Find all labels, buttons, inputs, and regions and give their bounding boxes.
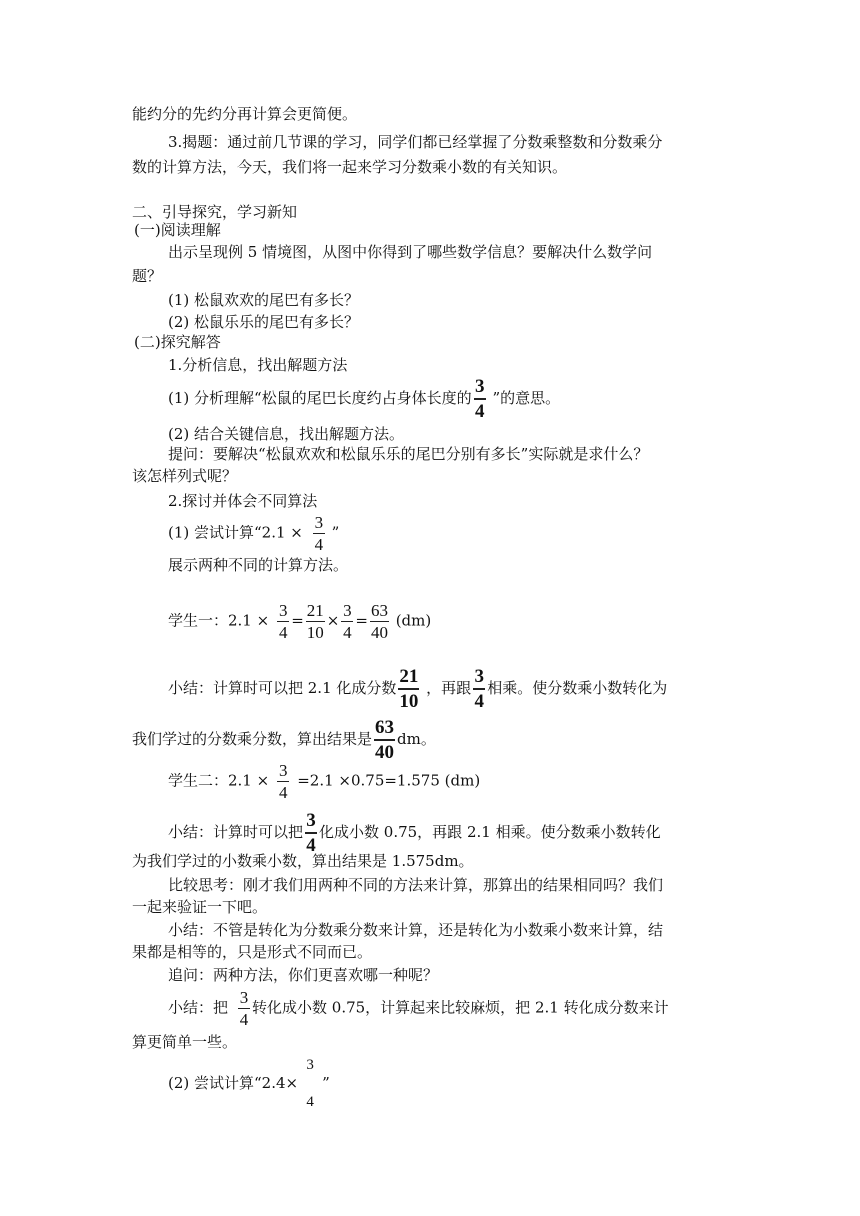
fraction-three-quarters	[474, 377, 486, 421]
line-12-text-b: ”的意思。	[487, 389, 561, 407]
denominator: 10	[399, 691, 419, 712]
summary-4-text-a: 小结：把	[168, 998, 229, 1017]
denominator: 4	[306, 835, 316, 856]
numerator: 3	[474, 666, 484, 687]
summary-1-text-e: dm。	[397, 730, 436, 748]
line-18: 展示两种不同的计算方法。	[168, 556, 349, 574]
denominator: 10	[306, 623, 324, 642]
question-1: (1) 松鼠欢欢的尾巴有多长？	[168, 291, 360, 309]
section-heading: 二、引导探究，学习新知	[132, 203, 298, 221]
summary-3-line-2: 果都是相等的，只是形式不同而已。	[132, 943, 373, 961]
fraction-three-quarters	[305, 811, 317, 855]
summary-4-line-1	[168, 989, 669, 1028]
summary-4-line-2: 算更简单一些。	[132, 1033, 238, 1051]
fraction-21-10	[398, 667, 419, 711]
line-32	[168, 1058, 330, 1110]
numerator: 3	[314, 513, 324, 532]
denominator: 4	[278, 783, 288, 802]
student-two-text-b: =2.1 ×0.75=1.575 (dm)	[297, 771, 481, 790]
numerator: 3	[239, 988, 249, 1007]
line-14: 提问：要解决“松鼠欢欢和松鼠乐乐的尾巴分别有多长”实际就是求什么？	[168, 445, 649, 463]
numerator: 3	[306, 810, 316, 831]
follow-up-question: 追问：两种方法，你们更喜欢哪一种呢？	[168, 966, 439, 984]
summary-2-line-1	[168, 811, 661, 855]
line-1: 能约分的先约分再计算会更简便。	[132, 105, 358, 123]
line-6: 出示呈现例 5 情境图，从图中你得到了哪些数学信息？要解决什么数学问	[168, 243, 653, 261]
summary-1-line-1	[168, 667, 667, 711]
equals-sign: =	[355, 611, 368, 630]
summary-1-text-c: 相乘。使分数乘小数转化为	[487, 679, 668, 697]
line-17-text-b: ”	[326, 523, 340, 542]
numerator: 3	[474, 376, 485, 397]
summary-1-text-a: 小结：计算时可以把 2.1 化成分数	[168, 679, 397, 697]
denominator: 4	[314, 535, 324, 554]
summary-1-text-d: 我们学过的分数乘分数，算出结果是	[132, 730, 373, 748]
summary-3-line-1: 小结：不管是转化为分数乘分数来计算，还是转化为小数乘小数来计算，结	[168, 921, 664, 939]
step-1-title: 1.分析信息，找出解题方法	[168, 356, 348, 374]
fraction-63-40	[370, 602, 389, 641]
numerator: 63	[370, 601, 388, 620]
fraction-three-quarters	[473, 667, 485, 711]
unit-dm: (dm)	[390, 611, 432, 630]
numerator: 21	[306, 601, 324, 620]
fraction-three-quarters	[277, 762, 289, 801]
summary-2-text-a: 小结：计算时可以把	[168, 823, 304, 841]
line-3: 数的计算方法，今天，我们将一起来学习分数乘小数的有关知识。	[132, 158, 568, 176]
summary-4-text-b: 转化成小数 0.75，计算起来比较麻烦，把 2.1 转化成分数来计	[252, 998, 669, 1017]
fraction-three-quarters	[313, 514, 325, 553]
summary-2-text-b: 化成小数 0.75，再跟 2.1 相乘。使分数乘小数转化	[319, 823, 661, 841]
numerator: 3	[278, 601, 288, 620]
times-sign: ×	[326, 611, 340, 630]
summary-1-text-b: ，再跟	[421, 679, 472, 697]
step-2-title: 2.探讨并体会不同算法	[168, 492, 318, 510]
summary-2-line-2: 为我们学过的小数乘小数，算出结果是 1.575dm。	[132, 852, 474, 870]
compare-line-2: 一起来验证一下吧。	[132, 898, 268, 916]
student-two-text-a: 学生二：2.1 ×	[168, 771, 270, 790]
line-13: (2) 结合关键信息，找出解题方法。	[168, 425, 405, 443]
denominator: 4	[239, 1010, 249, 1029]
fraction-three-quarters	[238, 989, 250, 1028]
fraction-21-10	[306, 602, 325, 641]
line-17	[168, 514, 339, 553]
denominator: 40	[375, 742, 395, 763]
line-2: 3.揭题：通过前几节课的学习，同学们都已经掌握了分数乘整数和分数乘分	[168, 133, 663, 151]
numerator: 63	[375, 717, 395, 738]
numerator: 3	[343, 601, 352, 620]
denominator: 4	[278, 623, 288, 642]
fraction-63-40	[374, 718, 395, 762]
numerator: 3	[306, 1057, 314, 1073]
summary-1-line-2	[132, 718, 436, 762]
line-12	[168, 377, 560, 421]
numerator: 3	[278, 761, 288, 780]
equals-sign: =	[291, 611, 304, 630]
denominator: 4	[306, 1094, 314, 1110]
line-7: 题？	[132, 267, 163, 285]
line-32-text-a: (2) 尝试计算“2.4×	[168, 1074, 299, 1092]
fraction-three-quarters	[304, 1058, 316, 1110]
numerator: 21	[399, 666, 419, 687]
fraction-three-quarters	[341, 602, 353, 641]
student-one-calc	[168, 602, 431, 641]
subheading-explore: (二)探究解答	[134, 333, 221, 351]
compare-line-1: 比较思考：刚才我们用两种不同的方法来计算，那算出的结果相同吗？我们	[168, 876, 664, 894]
question-2: (2) 松鼠乐乐的尾巴有多长？	[168, 313, 360, 331]
student-two-calc	[168, 762, 480, 801]
line-17-text-a: (1) 尝试计算“2.1 ×	[168, 523, 303, 542]
denominator: 40	[370, 623, 388, 642]
denominator: 4	[474, 401, 485, 422]
subheading-reading: (一)阅读理解	[134, 221, 221, 239]
denominator: 4	[474, 691, 484, 712]
line-15: 该怎样列式呢？	[132, 467, 238, 485]
line-12-text-a: (1) 分析理解“松鼠的尾巴长度约占身体长度的	[168, 389, 472, 407]
student-one-text-a: 学生一：2.1 ×	[168, 611, 270, 630]
denominator: 4	[343, 623, 352, 642]
line-32-text-b: ”	[322, 1074, 330, 1092]
fraction-three-quarters	[277, 602, 289, 641]
